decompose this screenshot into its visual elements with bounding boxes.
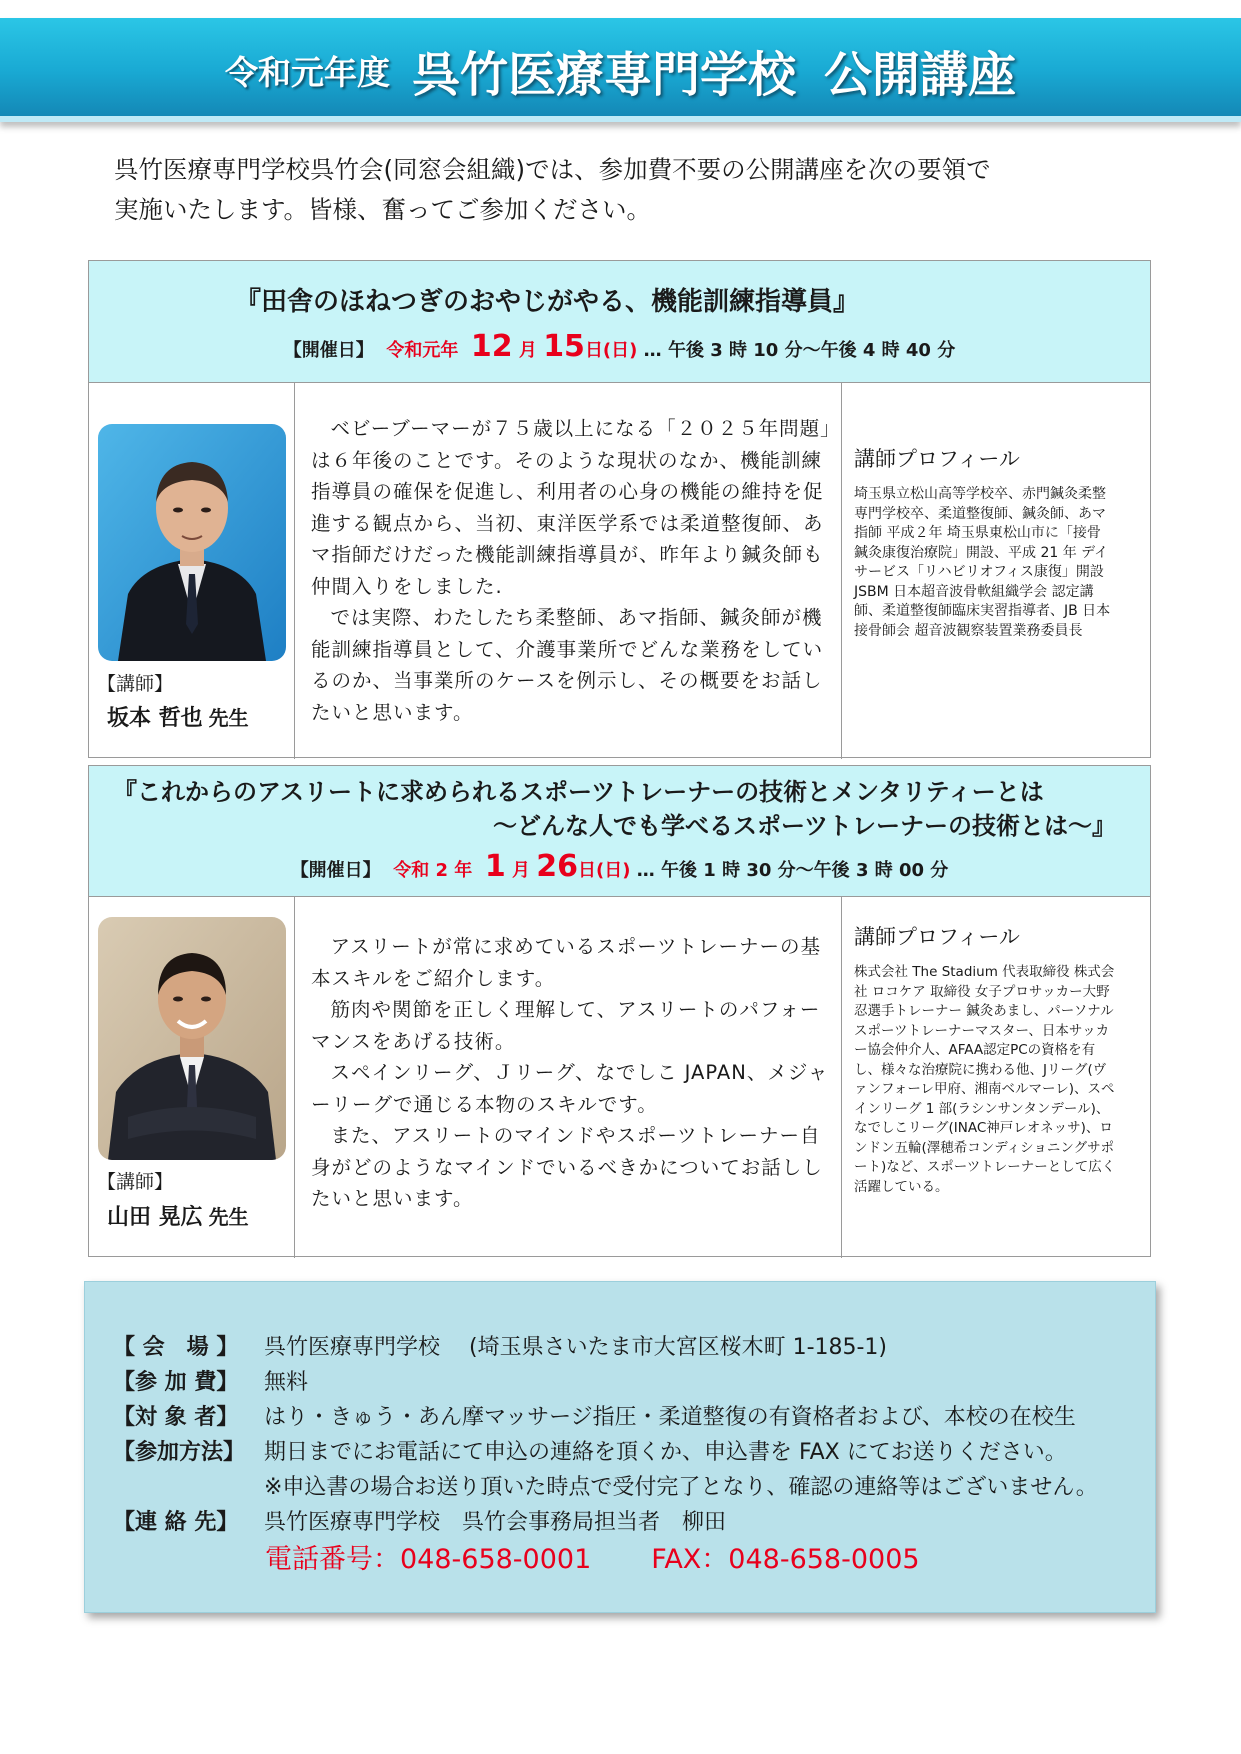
banner-suffix: 公開講座 <box>824 47 1017 103</box>
phone-number: 電話番号：048-658-0001 <box>265 1544 592 1575</box>
lecturer-2-suffix: 先生 <box>208 1205 249 1229</box>
lecture-2-month-unit: 月 <box>512 860 530 881</box>
venue-row <box>113 1330 887 1361</box>
lecture-2 <box>88 765 1151 1257</box>
lecturer-2-profile-title: 講師プロフィール <box>854 925 1020 949</box>
lecturer-1-profile-title: 講師プロフィール <box>854 447 1020 471</box>
lecture-2-paragraph: スペインリーグ、Ｊリーグ、なでしこ JAPAN、メジャーリーグで通じる本物のスキルです。 <box>311 1061 829 1116</box>
lecture-1-description <box>311 413 831 728</box>
banner-school: 呉竹医療専門学校 <box>411 47 796 103</box>
lecture-2-header <box>89 766 1150 897</box>
lecture-2-paragraph: 筋肉や関節を正しく理解して、アスリートのパフォーマンスをあげる技術。 <box>311 998 821 1053</box>
lecture-2-month: 1 <box>484 849 506 884</box>
target-value: はり・きゅう・あん摩マッサージ指圧・柔道整復の有資格者および、本校の在校生 <box>264 1405 1076 1430</box>
lecture-1 <box>88 260 1151 758</box>
event-info-box <box>84 1281 1156 1613</box>
lecture-1-month: 12 <box>470 329 513 364</box>
lecture-2-photo-col <box>89 897 295 1258</box>
fee-value: 無料 <box>264 1370 309 1395</box>
lecture-2-description-col <box>295 897 842 1258</box>
lecture-2-paragraph: また、アスリートのマインドやスポーツトレーナー自身がどのようなマインドでいるべきかについてお話ししたいと思います。 <box>311 1124 823 1210</box>
contact-row <box>113 1505 726 1536</box>
lecture-2-time: … 午後 1 時 30 分～午後 3 時 00 分 <box>636 860 949 881</box>
lecture-1-profile-col <box>842 383 1150 759</box>
lecture-1-month-unit: 月 <box>518 340 537 361</box>
target-row <box>113 1400 1076 1431</box>
lecturer-1-name <box>107 701 249 732</box>
lecturer-1-portrait-image <box>98 424 286 661</box>
lecture-1-day: 15 <box>543 329 585 364</box>
fax-number: FAX：048-658-0005 <box>651 1544 920 1575</box>
lecture-2-description <box>311 931 831 1215</box>
fee-row <box>113 1365 308 1396</box>
lecture-1-date <box>89 329 1150 364</box>
method-row <box>113 1435 1067 1466</box>
lecture-1-paragraph: では実際、わたしたち柔整師、あマ指師、鍼灸師が機能訓練指導員として、介護事業所でどんな業務をしているのか、当事業所のケースを例示し、その概要をお話したいと思います。 <box>311 606 824 724</box>
intro-line-2: 実施いたします。皆様、奮ってご参加ください。 <box>114 195 652 224</box>
contact-value: 呉竹医療専門学校 呉竹会事務局担当者 柳田 <box>264 1510 727 1535</box>
lecture-1-body <box>89 383 1150 759</box>
lecture-2-body <box>89 897 1150 1258</box>
lecture-2-era: 令和 2 年 <box>393 860 473 881</box>
lecture-2-title-line-2: ～どんな人でも学べるスポーツトレーナーの技術とは～』 <box>493 812 1117 840</box>
venue-value: 呉竹医療専門学校 (埼玉県さいたま市大宮区桜木町 1-185-1) <box>264 1335 888 1360</box>
contact-label: 【連 絡 先】 <box>113 1510 239 1535</box>
lecture-1-paragraph: ベビーブーマーが７５歳以上になる「２０２５年問題」は６年後のことです。そのような現状のなか、機能訓練指導員の確保を促進し、利用者の心身の機能の維持を促進する観点から、当初、東洋医学系では柔道整復師、あマ指師だけだった機能訓練指導員が、昨年より鍼灸師も仲間入りをしました. <box>311 417 831 598</box>
lecturer-1-role: 【講師】 <box>97 673 174 695</box>
phone-fax <box>265 1537 920 1576</box>
lecture-1-header <box>89 261 1150 383</box>
venue-label: 【 会 場 】 <box>113 1335 239 1360</box>
lecturer-2-portrait-image <box>98 917 286 1160</box>
lecture-1-time: … 午後 3 時 10 分～午後 4 時 40 分 <box>643 340 956 361</box>
intro-text <box>114 150 1124 230</box>
lecture-1-era: 令和元年 <box>386 340 459 361</box>
method-value: 期日までにお電話にて申込の連絡を頂くか、申込書を FAX にてお送りください。 <box>264 1440 1067 1465</box>
method-label: 【参加方法】 <box>113 1440 246 1465</box>
lecture-2-date-label: 【開催日】 <box>290 860 381 881</box>
lecturer-2-name-text: 山田 晃広 <box>107 1205 203 1230</box>
fee-label: 【参 加 費】 <box>113 1370 239 1395</box>
intro-line-1: 呉竹医療専門学校呉竹会(同窓会組織)では、参加費不要の公開講座を次の要領で <box>114 155 991 184</box>
lecture-1-photo-col <box>89 383 295 759</box>
lecturer-2-profile: 株式会社 The Stadium 代表取締役 株式会社 ロコケア 取締役 女子プロサッカー大野忍選手トレーナー 鍼灸あまし、パーソナルスポーツトレーナーマスター、日本サッカー協会仲介人、AFAA認定PCの資格を有し、様々な治療院に携わる他、Jリーグ(ヴァンフォーレ甲府、湘南ベルマーレ)、スペインリーグ 1 部(ラシンサンタンデール)、なでしこリーグ(INAC神戸レオネッサ)、ロンドン五輪(澤穂希コンディショニングサポート)など、スポーツトレーナーとして広く活躍している。 <box>854 964 1116 1195</box>
lecturer-1-suffix: 先生 <box>208 706 249 730</box>
lecture-2-day: 26 <box>536 849 579 884</box>
lecturer-1-name-text: 坂本 哲也 <box>107 706 203 731</box>
lecturer-2-photo <box>98 917 286 1160</box>
lecture-2-date <box>89 849 1150 884</box>
lecturer-2-name <box>107 1200 249 1231</box>
banner-year: 令和元年度 <box>224 53 390 92</box>
lecturer-1-photo <box>98 424 286 661</box>
title-banner <box>0 18 1241 122</box>
lecturer-2-role: 【講師】 <box>97 1171 174 1193</box>
lecture-1-day-unit: 日(日) <box>584 340 638 361</box>
lecture-2-day-unit: 日(日) <box>578 860 631 881</box>
target-label: 【対 象 者】 <box>113 1405 239 1430</box>
method-note-row <box>264 1470 1098 1501</box>
lecture-1-title: 『田舎のほねつぎのおやじがやる、機能訓練指導員』 <box>235 287 860 317</box>
lecturer-1-profile: 埼玉県立松山高等学校卒、赤門鍼灸柔整専門学校卒、柔道整復師、鍼灸師、あマ指師 平成２年 埼玉県東松山市に「接骨 鍼灸康復治療院」開設、平成 21 年 デイサービス「リハビリオフィス康復」開設 JSBM 日本超音波骨軟組織学会 認定講師、柔道整復師臨床実習指導者、JB 日本接骨師会 超音波観察装置業務委員長 <box>854 486 1111 639</box>
lecture-2-profile-col <box>842 897 1150 1258</box>
method-note: ※申込書の場合お送り頂いた時点で受付完了となり、確認の連絡等はございません。 <box>264 1475 1098 1500</box>
lecture-2-paragraph: アスリートが常に求めているスポーツトレーナーの基本スキルをご紹介します。 <box>311 935 821 990</box>
lecture-1-description-col <box>295 383 842 759</box>
lecture-1-date-label: 【開催日】 <box>283 340 374 361</box>
lecture-2-title-line-1: 『これからのアスリートに求められるスポーツトレーナーの技術とメンタリティーとは <box>113 778 1044 806</box>
